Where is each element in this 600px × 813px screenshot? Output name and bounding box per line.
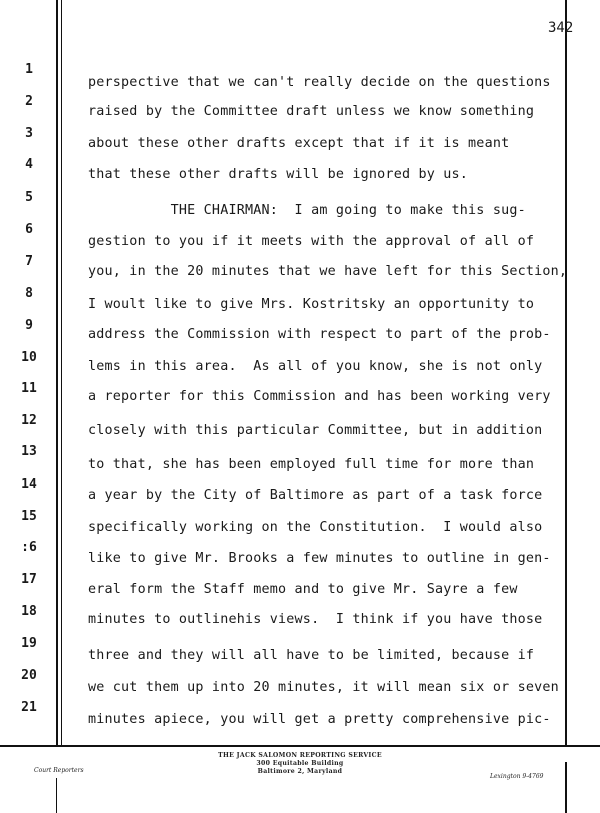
transcript-line: about these other drafts except that if it is meant	[88, 136, 510, 151]
transcript-line: raised by the Committee draft unless we know something	[88, 104, 535, 119]
line-number: 10	[21, 350, 37, 365]
reporting-service-block	[200, 752, 400, 776]
transcript-line: I woult like to give Mrs. Kostritsky an opportunity to	[88, 297, 535, 312]
line-number: 17	[21, 572, 37, 587]
transcript-line: THE CHAIRMAN: I am going to make this sug-	[88, 203, 526, 218]
service-address-2: Baltimore 2, Maryland	[257, 768, 343, 775]
line-number: 9	[25, 318, 33, 333]
line-number: 15	[21, 509, 37, 524]
line-number: 18	[21, 604, 37, 619]
transcript-line: lems in this area. As all of you know, she is not only	[88, 359, 543, 374]
transcript-line: you, in the 20 minutes that we have left for this Section,	[88, 264, 568, 279]
transcript-line: like to give Mr. Brooks a few minutes to outline in gen-	[88, 551, 551, 566]
service-address-1: 300 Equitable Building	[256, 760, 344, 767]
line-number: 13	[21, 444, 37, 459]
line-number: 6	[25, 222, 33, 237]
transcript-line: minutes to outlinehis views. I think if you have those	[88, 612, 543, 627]
line-number: 8	[25, 286, 33, 301]
transcript-line: three and they will all have to be limited, because if	[88, 648, 535, 663]
line-number: 11	[21, 381, 37, 396]
transcript-line: address the Commission with respect to part of the prob-	[88, 327, 551, 342]
left-margin-line-inner	[61, 0, 62, 745]
transcript-line: minutes apiece, you will get a pretty comprehensive pic-	[88, 712, 551, 727]
transcript-line: we cut them up into 20 minutes, it will mean six or seven	[88, 680, 559, 695]
line-number: 5	[25, 190, 33, 205]
line-number: 12	[21, 413, 37, 428]
footer-phone: Lexington 9-4769	[490, 773, 544, 780]
transcript-line: perspective that we can't really decide on the questions	[88, 75, 551, 90]
transcript-line: eral form the Staff memo and to give Mr. Sayre a few	[88, 582, 518, 597]
page-number: 342	[548, 20, 574, 36]
line-number: 21	[21, 700, 37, 715]
line-number: 2	[25, 94, 33, 109]
footer-left-text: Court Reporters	[34, 767, 84, 774]
line-number: 20	[21, 668, 37, 683]
line-number: 19	[21, 636, 37, 651]
line-number: 7	[25, 254, 33, 269]
transcript-line: closely with this particular Committee, but in addition	[88, 423, 543, 438]
transcript-line: to that, she has been employed full time for more than	[88, 457, 535, 472]
line-number: 14	[21, 477, 37, 492]
right-margin-line	[565, 0, 567, 745]
transcript-line: a reporter for this Commission and has been working very	[88, 389, 551, 404]
footer-right-mark	[565, 762, 567, 813]
line-number: 1	[25, 62, 33, 77]
transcript-line: that these other drafts will be ignored by us.	[88, 167, 469, 182]
footer-left-mark	[56, 778, 57, 813]
service-name: THE JACK SALOMON REPORTING SERVICE	[218, 752, 382, 759]
footer-divider	[0, 745, 600, 747]
line-number: 4	[25, 157, 33, 172]
transcript-line: specifically working on the Constitution. I would also	[88, 520, 543, 535]
line-number: :6	[21, 540, 37, 555]
transcript-line: a year by the City of Baltimore as part of a task force	[88, 488, 543, 503]
left-margin-line	[56, 0, 58, 745]
line-number: 3	[25, 126, 33, 141]
transcript-line: gestion to you if it meets with the approval of all of	[88, 234, 535, 249]
